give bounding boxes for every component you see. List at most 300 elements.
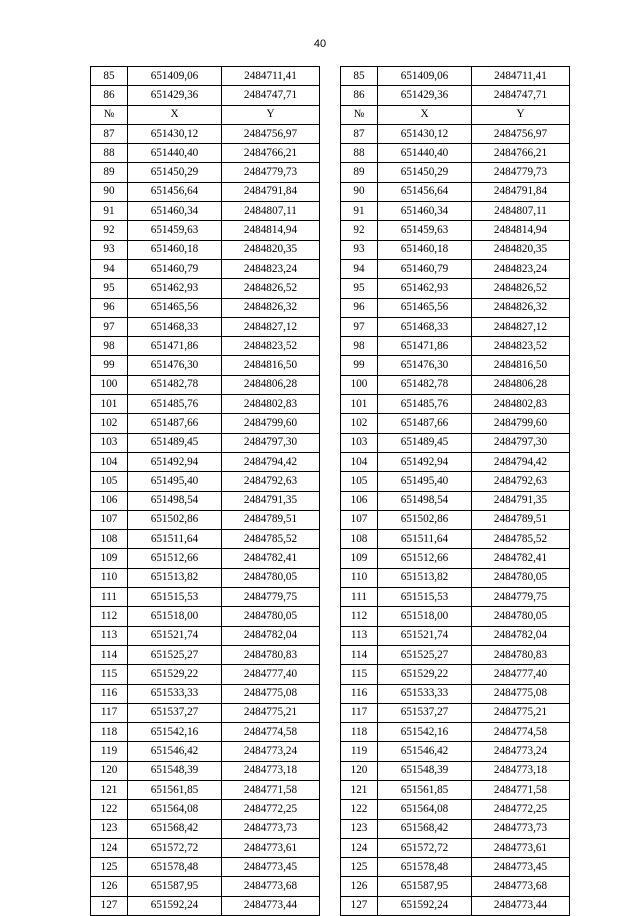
- left-y-coordinate-cell: 2484780,83: [222, 645, 320, 664]
- right-point-number-cell: 112: [341, 607, 378, 626]
- left-y-coordinate-cell: 2484779,75: [222, 588, 320, 607]
- right-x-coordinate-cell: 651515,53: [378, 588, 472, 607]
- table-row: [91, 144, 570, 163]
- right-y-coordinate-cell: Y: [472, 105, 570, 124]
- left-point-number-cell: 104: [91, 452, 128, 471]
- left-point-number-cell: 99: [91, 356, 128, 375]
- left-y-coordinate-cell: 2484820,35: [222, 240, 320, 259]
- left-point-number-cell: 111: [91, 588, 128, 607]
- left-x-coordinate-cell: 651460,18: [128, 240, 222, 259]
- left-x-coordinate-cell: 651495,40: [128, 472, 222, 491]
- left-y-coordinate-cell: 2484771,58: [222, 780, 320, 799]
- right-y-coordinate-cell: 2484802,83: [472, 395, 570, 414]
- column-gap: [320, 221, 341, 240]
- left-x-coordinate-cell: 651430,12: [128, 124, 222, 143]
- right-point-number-cell: 127: [341, 896, 378, 915]
- left-y-coordinate-cell: 2484773,18: [222, 761, 320, 780]
- right-x-coordinate-cell: 651489,45: [378, 433, 472, 452]
- right-y-coordinate-cell: 2484806,28: [472, 375, 570, 394]
- right-y-coordinate-cell: 2484791,35: [472, 491, 570, 510]
- right-x-coordinate-cell: 651487,66: [378, 414, 472, 433]
- left-point-number-cell: 122: [91, 800, 128, 819]
- right-y-coordinate-cell: 2484823,24: [472, 259, 570, 278]
- table-row: [91, 452, 570, 471]
- left-point-number-cell: 106: [91, 491, 128, 510]
- left-point-number-cell: 97: [91, 317, 128, 336]
- left-y-coordinate-cell: 2484782,04: [222, 626, 320, 645]
- table-row: [91, 279, 570, 298]
- right-point-number-cell: 86: [341, 86, 378, 105]
- table-row: [91, 414, 570, 433]
- right-point-number-cell: 116: [341, 684, 378, 703]
- left-y-coordinate-cell: 2484774,58: [222, 723, 320, 742]
- table-row: [91, 433, 570, 452]
- left-y-coordinate-cell: 2484785,52: [222, 530, 320, 549]
- left-point-number-cell: 85: [91, 67, 128, 86]
- left-point-number-cell: 112: [91, 607, 128, 626]
- right-x-coordinate-cell: 651492,94: [378, 452, 472, 471]
- right-y-coordinate-cell: 2484775,21: [472, 703, 570, 722]
- right-point-number-cell: 92: [341, 221, 378, 240]
- left-point-number-cell: 87: [91, 124, 128, 143]
- left-x-coordinate-cell: 651440,40: [128, 144, 222, 163]
- left-x-coordinate-cell: 651460,79: [128, 259, 222, 278]
- right-point-number-cell: 122: [341, 800, 378, 819]
- left-x-coordinate-cell: 651456,64: [128, 182, 222, 201]
- left-y-coordinate-cell: 2484775,21: [222, 703, 320, 722]
- right-x-coordinate-cell: 651460,34: [378, 202, 472, 221]
- right-x-coordinate-cell: 651568,42: [378, 819, 472, 838]
- right-x-coordinate-cell: 651564,08: [378, 800, 472, 819]
- left-y-coordinate-cell: 2484756,97: [222, 124, 320, 143]
- right-y-coordinate-cell: 2484789,51: [472, 510, 570, 529]
- right-y-coordinate-cell: 2484772,25: [472, 800, 570, 819]
- right-x-coordinate-cell: 651450,29: [378, 163, 472, 182]
- page-number: 40: [313, 38, 327, 50]
- right-x-coordinate-cell: 651548,39: [378, 761, 472, 780]
- left-point-number-cell: 103: [91, 433, 128, 452]
- table-row: [91, 568, 570, 587]
- right-x-coordinate-cell: 651561,85: [378, 780, 472, 799]
- left-x-coordinate-cell: 651568,42: [128, 819, 222, 838]
- column-gap: [320, 607, 341, 626]
- right-point-number-cell: 125: [341, 858, 378, 877]
- left-y-coordinate-cell: 2484823,24: [222, 259, 320, 278]
- left-y-coordinate-cell: 2484816,50: [222, 356, 320, 375]
- right-point-number-cell: 124: [341, 838, 378, 857]
- right-x-coordinate-cell: 651578,48: [378, 858, 472, 877]
- left-x-coordinate-cell: 651429,36: [128, 86, 222, 105]
- right-point-number-cell: 115: [341, 665, 378, 684]
- right-x-coordinate-cell: 651430,12: [378, 124, 472, 143]
- left-y-coordinate-cell: 2484792,63: [222, 472, 320, 491]
- column-gap: [320, 877, 341, 896]
- left-x-coordinate-cell: 651537,27: [128, 703, 222, 722]
- right-y-coordinate-cell: 2484773,18: [472, 761, 570, 780]
- left-x-coordinate-cell: 651564,08: [128, 800, 222, 819]
- table-row: [91, 780, 570, 799]
- left-point-number-cell: 118: [91, 723, 128, 742]
- left-y-coordinate-cell: 2484773,44: [222, 896, 320, 915]
- table-row: [91, 163, 570, 182]
- left-x-coordinate-cell: 651492,94: [128, 452, 222, 471]
- right-y-coordinate-cell: 2484792,63: [472, 472, 570, 491]
- right-point-number-cell: 89: [341, 163, 378, 182]
- right-y-coordinate-cell: 2484773,44: [472, 896, 570, 915]
- column-gap: [320, 124, 341, 143]
- right-x-coordinate-cell: 651440,40: [378, 144, 472, 163]
- left-y-coordinate-cell: 2484794,42: [222, 452, 320, 471]
- right-point-number-cell: №: [341, 105, 378, 124]
- left-point-number-cell: 107: [91, 510, 128, 529]
- column-gap: [320, 549, 341, 568]
- table-row: [91, 124, 570, 143]
- left-y-coordinate-cell: 2484789,51: [222, 510, 320, 529]
- right-point-number-cell: 108: [341, 530, 378, 549]
- coordinates-table-body: [91, 67, 570, 916]
- column-gap: [320, 86, 341, 105]
- left-y-coordinate-cell: 2484823,52: [222, 337, 320, 356]
- right-point-number-cell: 85: [341, 67, 378, 86]
- left-point-number-cell: 105: [91, 472, 128, 491]
- right-point-number-cell: 102: [341, 414, 378, 433]
- table-row: [91, 549, 570, 568]
- table-row: [91, 800, 570, 819]
- table-row: [91, 298, 570, 317]
- right-point-number-cell: 94: [341, 259, 378, 278]
- right-point-number-cell: 99: [341, 356, 378, 375]
- right-x-coordinate-cell: 651502,86: [378, 510, 472, 529]
- left-x-coordinate-cell: 651502,86: [128, 510, 222, 529]
- left-point-number-cell: 102: [91, 414, 128, 433]
- right-point-number-cell: 120: [341, 761, 378, 780]
- right-y-coordinate-cell: 2484814,94: [472, 221, 570, 240]
- left-x-coordinate-cell: 651561,85: [128, 780, 222, 799]
- left-point-number-cell: 93: [91, 240, 128, 259]
- column-gap: [320, 761, 341, 780]
- left-y-coordinate-cell: 2484773,73: [222, 819, 320, 838]
- column-gap: [320, 568, 341, 587]
- right-x-coordinate-cell: 651533,33: [378, 684, 472, 703]
- table-row: [91, 858, 570, 877]
- left-x-coordinate-cell: 651525,27: [128, 645, 222, 664]
- left-x-coordinate-cell: 651529,22: [128, 665, 222, 684]
- table-row: [91, 530, 570, 549]
- right-y-coordinate-cell: 2484773,61: [472, 838, 570, 857]
- right-point-number-cell: 93: [341, 240, 378, 259]
- left-y-coordinate-cell: 2484791,35: [222, 491, 320, 510]
- left-point-number-cell: 114: [91, 645, 128, 664]
- right-x-coordinate-cell: 651572,72: [378, 838, 472, 857]
- left-y-coordinate-cell: 2484773,68: [222, 877, 320, 896]
- left-y-coordinate-cell: 2484777,40: [222, 665, 320, 684]
- left-point-number-cell: 125: [91, 858, 128, 877]
- right-y-coordinate-cell: 2484780,83: [472, 645, 570, 664]
- left-point-number-cell: 100: [91, 375, 128, 394]
- left-y-coordinate-cell: 2484780,05: [222, 568, 320, 587]
- right-point-number-cell: 110: [341, 568, 378, 587]
- table-row: [91, 626, 570, 645]
- right-y-coordinate-cell: 2484773,24: [472, 742, 570, 761]
- table-row: [91, 607, 570, 626]
- right-point-number-cell: 117: [341, 703, 378, 722]
- table-row: [91, 240, 570, 259]
- right-point-number-cell: 119: [341, 742, 378, 761]
- left-x-coordinate-cell: 651578,48: [128, 858, 222, 877]
- left-x-coordinate-cell: 651409,06: [128, 67, 222, 86]
- right-y-coordinate-cell: 2484826,52: [472, 279, 570, 298]
- column-gap: [320, 530, 341, 549]
- right-x-coordinate-cell: 651462,93: [378, 279, 472, 298]
- left-point-number-cell: 117: [91, 703, 128, 722]
- column-gap: [320, 742, 341, 761]
- left-y-coordinate-cell: Y: [222, 105, 320, 124]
- right-y-coordinate-cell: 2484766,21: [472, 144, 570, 163]
- left-x-coordinate-cell: 651548,39: [128, 761, 222, 780]
- left-x-coordinate-cell: 651487,66: [128, 414, 222, 433]
- column-gap: [320, 491, 341, 510]
- left-y-coordinate-cell: 2484826,32: [222, 298, 320, 317]
- left-point-number-cell: 98: [91, 337, 128, 356]
- right-y-coordinate-cell: 2484771,58: [472, 780, 570, 799]
- right-point-number-cell: 104: [341, 452, 378, 471]
- table-row: [91, 472, 570, 491]
- column-gap: [320, 414, 341, 433]
- column-gap: [320, 163, 341, 182]
- right-point-number-cell: 98: [341, 337, 378, 356]
- right-point-number-cell: 118: [341, 723, 378, 742]
- right-point-number-cell: 97: [341, 317, 378, 336]
- right-y-coordinate-cell: 2484791,84: [472, 182, 570, 201]
- table-row: [91, 221, 570, 240]
- right-x-coordinate-cell: 651471,86: [378, 337, 472, 356]
- left-x-coordinate-cell: 651515,53: [128, 588, 222, 607]
- right-y-coordinate-cell: 2484797,30: [472, 433, 570, 452]
- left-point-number-cell: 91: [91, 202, 128, 221]
- right-point-number-cell: 111: [341, 588, 378, 607]
- column-gap: [320, 105, 341, 124]
- right-y-coordinate-cell: 2484799,60: [472, 414, 570, 433]
- table-row: [91, 877, 570, 896]
- left-y-coordinate-cell: 2484782,41: [222, 549, 320, 568]
- right-point-number-cell: 95: [341, 279, 378, 298]
- left-x-coordinate-cell: 651460,34: [128, 202, 222, 221]
- right-point-number-cell: 107: [341, 510, 378, 529]
- left-x-coordinate-cell: 651592,24: [128, 896, 222, 915]
- left-y-coordinate-cell: 2484775,08: [222, 684, 320, 703]
- right-y-coordinate-cell: 2484774,58: [472, 723, 570, 742]
- right-y-coordinate-cell: 2484780,05: [472, 607, 570, 626]
- left-point-number-cell: 88: [91, 144, 128, 163]
- right-x-coordinate-cell: 651498,54: [378, 491, 472, 510]
- column-gap: [320, 337, 341, 356]
- left-point-number-cell: 126: [91, 877, 128, 896]
- right-x-coordinate-cell: 651476,30: [378, 356, 472, 375]
- table-row: [91, 491, 570, 510]
- right-point-number-cell: 123: [341, 819, 378, 838]
- left-y-coordinate-cell: 2484711,41: [222, 67, 320, 86]
- right-y-coordinate-cell: 2484807,11: [472, 202, 570, 221]
- left-point-number-cell: 116: [91, 684, 128, 703]
- left-x-coordinate-cell: 651498,54: [128, 491, 222, 510]
- table-row: [91, 761, 570, 780]
- column-gap: [320, 472, 341, 491]
- left-y-coordinate-cell: 2484780,05: [222, 607, 320, 626]
- table-row: [91, 259, 570, 278]
- column-gap: [320, 684, 341, 703]
- left-point-number-cell: 123: [91, 819, 128, 838]
- right-point-number-cell: 91: [341, 202, 378, 221]
- left-x-coordinate-cell: 651468,33: [128, 317, 222, 336]
- left-point-number-cell: 92: [91, 221, 128, 240]
- left-x-coordinate-cell: 651572,72: [128, 838, 222, 857]
- left-point-number-cell: №: [91, 105, 128, 124]
- left-point-number-cell: 108: [91, 530, 128, 549]
- column-gap: [320, 202, 341, 221]
- left-x-coordinate-cell: 651542,16: [128, 723, 222, 742]
- right-x-coordinate-cell: 651460,79: [378, 259, 472, 278]
- right-point-number-cell: 90: [341, 182, 378, 201]
- left-point-number-cell: 120: [91, 761, 128, 780]
- column-gap: [320, 800, 341, 819]
- table-row: [91, 182, 570, 201]
- right-y-coordinate-cell: 2484780,05: [472, 568, 570, 587]
- left-y-coordinate-cell: 2484779,73: [222, 163, 320, 182]
- right-x-coordinate-cell: 651485,76: [378, 395, 472, 414]
- right-y-coordinate-cell: 2484823,52: [472, 337, 570, 356]
- left-x-coordinate-cell: 651518,00: [128, 607, 222, 626]
- right-y-coordinate-cell: 2484794,42: [472, 452, 570, 471]
- right-x-coordinate-cell: 651529,22: [378, 665, 472, 684]
- right-point-number-cell: 96: [341, 298, 378, 317]
- left-point-number-cell: 101: [91, 395, 128, 414]
- left-y-coordinate-cell: 2484807,11: [222, 202, 320, 221]
- table-row: [91, 105, 570, 124]
- column-gap: [320, 452, 341, 471]
- left-x-coordinate-cell: 651476,30: [128, 356, 222, 375]
- column-gap: [320, 144, 341, 163]
- column-gap: [320, 259, 341, 278]
- left-y-coordinate-cell: 2484773,61: [222, 838, 320, 857]
- left-x-coordinate-cell: 651511,64: [128, 530, 222, 549]
- table-row: [91, 395, 570, 414]
- table-row: [91, 742, 570, 761]
- left-x-coordinate-cell: 651485,76: [128, 395, 222, 414]
- right-y-coordinate-cell: 2484782,41: [472, 549, 570, 568]
- right-y-coordinate-cell: 2484777,40: [472, 665, 570, 684]
- left-x-coordinate-cell: 651465,56: [128, 298, 222, 317]
- column-gap: [320, 626, 341, 645]
- left-point-number-cell: 113: [91, 626, 128, 645]
- coordinates-table: [90, 66, 570, 916]
- column-gap: [320, 838, 341, 857]
- right-x-coordinate-cell: 651429,36: [378, 86, 472, 105]
- column-gap: [320, 433, 341, 452]
- right-y-coordinate-cell: 2484711,41: [472, 67, 570, 86]
- right-x-coordinate-cell: 651525,27: [378, 645, 472, 664]
- right-point-number-cell: 126: [341, 877, 378, 896]
- column-gap: [320, 588, 341, 607]
- column-gap: [320, 858, 341, 877]
- right-x-coordinate-cell: 651460,18: [378, 240, 472, 259]
- left-x-coordinate-cell: 651546,42: [128, 742, 222, 761]
- column-gap: [320, 240, 341, 259]
- right-point-number-cell: 109: [341, 549, 378, 568]
- right-y-coordinate-cell: 2484773,68: [472, 877, 570, 896]
- right-y-coordinate-cell: 2484773,45: [472, 858, 570, 877]
- left-x-coordinate-cell: 651471,86: [128, 337, 222, 356]
- right-point-number-cell: 101: [341, 395, 378, 414]
- left-x-coordinate-cell: 651521,74: [128, 626, 222, 645]
- table-row: [91, 684, 570, 703]
- right-point-number-cell: 103: [341, 433, 378, 452]
- left-y-coordinate-cell: 2484797,30: [222, 433, 320, 452]
- left-x-coordinate-cell: 651462,93: [128, 279, 222, 298]
- column-gap: [320, 356, 341, 375]
- right-point-number-cell: 114: [341, 645, 378, 664]
- left-x-coordinate-cell: 651459,63: [128, 221, 222, 240]
- right-y-coordinate-cell: 2484782,04: [472, 626, 570, 645]
- left-point-number-cell: 115: [91, 665, 128, 684]
- right-y-coordinate-cell: 2484820,35: [472, 240, 570, 259]
- left-y-coordinate-cell: 2484814,94: [222, 221, 320, 240]
- right-x-coordinate-cell: 651468,33: [378, 317, 472, 336]
- left-point-number-cell: 109: [91, 549, 128, 568]
- table-row: [91, 645, 570, 664]
- left-point-number-cell: 90: [91, 182, 128, 201]
- column-gap: [320, 395, 341, 414]
- right-x-coordinate-cell: 651482,78: [378, 375, 472, 394]
- table-row: [91, 86, 570, 105]
- table-row: [91, 510, 570, 529]
- left-point-number-cell: 89: [91, 163, 128, 182]
- left-point-number-cell: 94: [91, 259, 128, 278]
- left-point-number-cell: 110: [91, 568, 128, 587]
- column-gap: [320, 279, 341, 298]
- right-point-number-cell: 100: [341, 375, 378, 394]
- table-row: [91, 819, 570, 838]
- right-y-coordinate-cell: 2484816,50: [472, 356, 570, 375]
- column-gap: [320, 703, 341, 722]
- column-gap: [320, 317, 341, 336]
- column-gap: [320, 645, 341, 664]
- table-row: [91, 896, 570, 915]
- left-point-number-cell: 119: [91, 742, 128, 761]
- left-x-coordinate-cell: 651513,82: [128, 568, 222, 587]
- left-y-coordinate-cell: 2484791,84: [222, 182, 320, 201]
- left-point-number-cell: 124: [91, 838, 128, 857]
- right-x-coordinate-cell: 651456,64: [378, 182, 472, 201]
- left-y-coordinate-cell: 2484766,21: [222, 144, 320, 163]
- right-y-coordinate-cell: 2484775,08: [472, 684, 570, 703]
- column-gap: [320, 67, 341, 86]
- right-y-coordinate-cell: 2484747,71: [472, 86, 570, 105]
- column-gap: [320, 780, 341, 799]
- column-gap: [320, 375, 341, 394]
- right-y-coordinate-cell: 2484773,73: [472, 819, 570, 838]
- right-x-coordinate-cell: 651537,27: [378, 703, 472, 722]
- right-x-coordinate-cell: 651513,82: [378, 568, 472, 587]
- left-x-coordinate-cell: 651450,29: [128, 163, 222, 182]
- left-x-coordinate-cell: 651533,33: [128, 684, 222, 703]
- right-x-coordinate-cell: 651542,16: [378, 723, 472, 742]
- right-point-number-cell: 113: [341, 626, 378, 645]
- left-point-number-cell: 127: [91, 896, 128, 915]
- right-x-coordinate-cell: 651518,00: [378, 607, 472, 626]
- right-x-coordinate-cell: 651512,66: [378, 549, 472, 568]
- left-x-coordinate-cell: X: [128, 105, 222, 124]
- right-x-coordinate-cell: 651521,74: [378, 626, 472, 645]
